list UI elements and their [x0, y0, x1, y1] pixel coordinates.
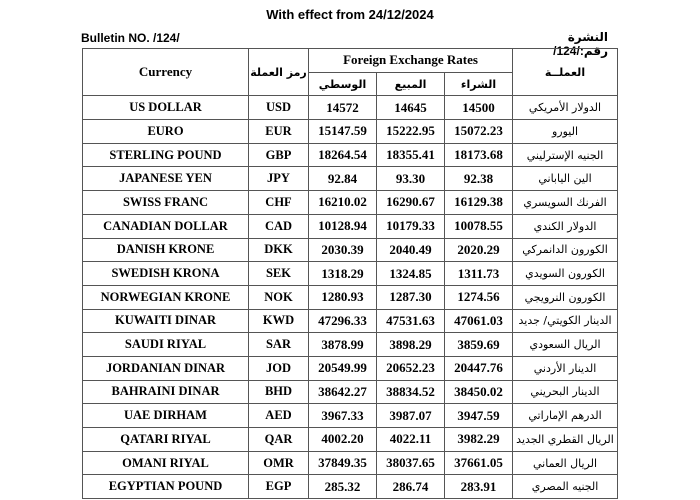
effective-date-heading: With effect from 24/12/2024	[266, 7, 434, 22]
buy-rate: 47061.03	[445, 309, 513, 333]
currency-name-ar: الدينار الكويتي/ جديد	[513, 309, 618, 333]
currency-name-ar: الريال القطري الجديد	[513, 428, 618, 452]
table-row	[83, 475, 618, 499]
sell-rate: 47531.63	[377, 309, 445, 333]
currency-name-ar: الدينار الأردني	[513, 356, 618, 380]
sell-rate: 286.74	[377, 475, 445, 499]
currency-name: SWEDISH KRONA	[83, 262, 249, 286]
currency-code: CHF	[249, 191, 309, 215]
header-mid-rate: الوسطي	[309, 72, 377, 96]
table-row	[83, 428, 618, 452]
currency-name: STERLING POUND	[83, 143, 249, 167]
mid-rate: 285.32	[309, 475, 377, 499]
currency-code: QAR	[249, 428, 309, 452]
currency-name-ar: الريال السعودي	[513, 333, 618, 357]
table-row	[83, 120, 618, 144]
table-row	[83, 309, 618, 333]
mid-rate: 20549.99	[309, 356, 377, 380]
currency-code: EUR	[249, 120, 309, 144]
currency-name-ar: الريال العماني	[513, 451, 618, 475]
currency-name: UAE DIRHAM	[83, 404, 249, 428]
header-currency-ar: العملــة	[513, 49, 618, 96]
currency-name: QATARI RIYAL	[83, 428, 249, 452]
mid-rate: 15147.59	[309, 120, 377, 144]
table-row	[83, 333, 618, 357]
currency-code: GBP	[249, 143, 309, 167]
mid-rate: 14572	[309, 96, 377, 120]
mid-rate: 4002.20	[309, 428, 377, 452]
table-row	[83, 404, 618, 428]
table-row	[83, 238, 618, 262]
buy-rate: 10078.55	[445, 214, 513, 238]
bulletin-number-en: Bulletin NO. /124/	[81, 31, 180, 45]
mid-rate: 47296.33	[309, 309, 377, 333]
bulletin-number-ar: النشرة رقم:/124/	[553, 30, 608, 58]
currency-code: SAR	[249, 333, 309, 357]
table-row	[83, 262, 618, 286]
currency-name-ar: اليورو	[513, 120, 618, 144]
currency-code: OMR	[249, 451, 309, 475]
buy-rate: 16129.38	[445, 191, 513, 215]
mid-rate: 3967.33	[309, 404, 377, 428]
currency-name: CANADIAN DOLLAR	[83, 214, 249, 238]
table-row	[83, 214, 618, 238]
mid-rate: 38642.27	[309, 380, 377, 404]
mid-rate: 37849.35	[309, 451, 377, 475]
sell-rate: 20652.23	[377, 356, 445, 380]
currency-name-ar: الفرنك السويسري	[513, 191, 618, 215]
currency-code: BHD	[249, 380, 309, 404]
buy-rate: 14500	[445, 96, 513, 120]
header-buy-rate: الشراء	[445, 72, 513, 96]
currency-name: NORWEGIAN KRONE	[83, 285, 249, 309]
buy-rate: 15072.23	[445, 120, 513, 144]
sell-rate: 4022.11	[377, 428, 445, 452]
currency-code: KWD	[249, 309, 309, 333]
currency-name-ar: الدينار البحريني	[513, 380, 618, 404]
mid-rate: 3878.99	[309, 333, 377, 357]
currency-code: EGP	[249, 475, 309, 499]
sell-rate: 1287.30	[377, 285, 445, 309]
buy-rate: 1311.73	[445, 262, 513, 286]
header-sell-rate: المبيع	[377, 72, 445, 96]
sell-rate: 93.30	[377, 167, 445, 191]
mid-rate: 1318.29	[309, 262, 377, 286]
currency-code: AED	[249, 404, 309, 428]
currency-code: JOD	[249, 356, 309, 380]
table-row	[83, 380, 618, 404]
sell-rate: 18355.41	[377, 143, 445, 167]
currency-code: USD	[249, 96, 309, 120]
currency-name-ar: الدولار الكندي	[513, 214, 618, 238]
sell-rate: 3898.29	[377, 333, 445, 357]
sell-rate: 16290.67	[377, 191, 445, 215]
currency-name-ar: الين الياباني	[513, 167, 618, 191]
buy-rate: 37661.05	[445, 451, 513, 475]
currency-name: EGYPTIAN POUND	[83, 475, 249, 499]
table-header-row	[83, 49, 618, 73]
table-row	[83, 143, 618, 167]
currency-code: JPY	[249, 167, 309, 191]
header-currency: Currency	[83, 49, 249, 96]
currency-name-ar: الجنيه المصري	[513, 475, 618, 499]
sell-rate: 1324.85	[377, 262, 445, 286]
currency-name: SAUDI RIYAL	[83, 333, 249, 357]
sell-rate: 38834.52	[377, 380, 445, 404]
sell-rate: 38037.65	[377, 451, 445, 475]
currency-name: BAHRAINI DINAR	[83, 380, 249, 404]
currency-name: EURO	[83, 120, 249, 144]
mid-rate: 92.84	[309, 167, 377, 191]
buy-rate: 2020.29	[445, 238, 513, 262]
sell-rate: 10179.33	[377, 214, 445, 238]
currency-code: NOK	[249, 285, 309, 309]
currency-name-ar: الجنيه الإسترليني	[513, 143, 618, 167]
currency-name-ar: الدولار الأمريكي	[513, 96, 618, 120]
currency-name-ar: الكورون الدانمركي	[513, 238, 618, 262]
mid-rate: 2030.39	[309, 238, 377, 262]
currency-name: JAPANESE YEN	[83, 167, 249, 191]
currency-name: KUWAITI DINAR	[83, 309, 249, 333]
table-row	[83, 191, 618, 215]
currency-name: JORDANIAN DINAR	[83, 356, 249, 380]
mid-rate: 10128.94	[309, 214, 377, 238]
sell-rate: 3987.07	[377, 404, 445, 428]
buy-rate: 283.91	[445, 475, 513, 499]
sell-rate: 15222.95	[377, 120, 445, 144]
currency-name: OMANI RIYAL	[83, 451, 249, 475]
buy-rate: 92.38	[445, 167, 513, 191]
mid-rate: 18264.54	[309, 143, 377, 167]
mid-rate: 16210.02	[309, 191, 377, 215]
currency-name: SWISS FRANC	[83, 191, 249, 215]
currency-name-ar: الدرهم الإماراتي	[513, 404, 618, 428]
table-row	[83, 167, 618, 191]
currency-name-ar: الكورون السويدي	[513, 262, 618, 286]
header-foreign-exchange-rates: Foreign Exchange Rates	[309, 49, 513, 73]
mid-rate: 1280.93	[309, 285, 377, 309]
table-row	[83, 96, 618, 120]
buy-rate: 3982.29	[445, 428, 513, 452]
buy-rate: 18173.68	[445, 143, 513, 167]
currency-code: DKK	[249, 238, 309, 262]
currency-name: US DOLLAR	[83, 96, 249, 120]
header-currency-code-ar: رمز العملة	[249, 49, 309, 96]
currency-name-ar: الكورون النرويجي	[513, 285, 618, 309]
buy-rate: 1274.56	[445, 285, 513, 309]
currency-name: DANISH KRONE	[83, 238, 249, 262]
buy-rate: 38450.02	[445, 380, 513, 404]
buy-rate: 3947.59	[445, 404, 513, 428]
table-row	[83, 285, 618, 309]
table-row	[83, 356, 618, 380]
buy-rate: 20447.76	[445, 356, 513, 380]
currency-code: SEK	[249, 262, 309, 286]
table-row	[83, 451, 618, 475]
exchange-rates-table	[82, 48, 618, 499]
buy-rate: 3859.69	[445, 333, 513, 357]
sell-rate: 14645	[377, 96, 445, 120]
currency-code: CAD	[249, 214, 309, 238]
sell-rate: 2040.49	[377, 238, 445, 262]
